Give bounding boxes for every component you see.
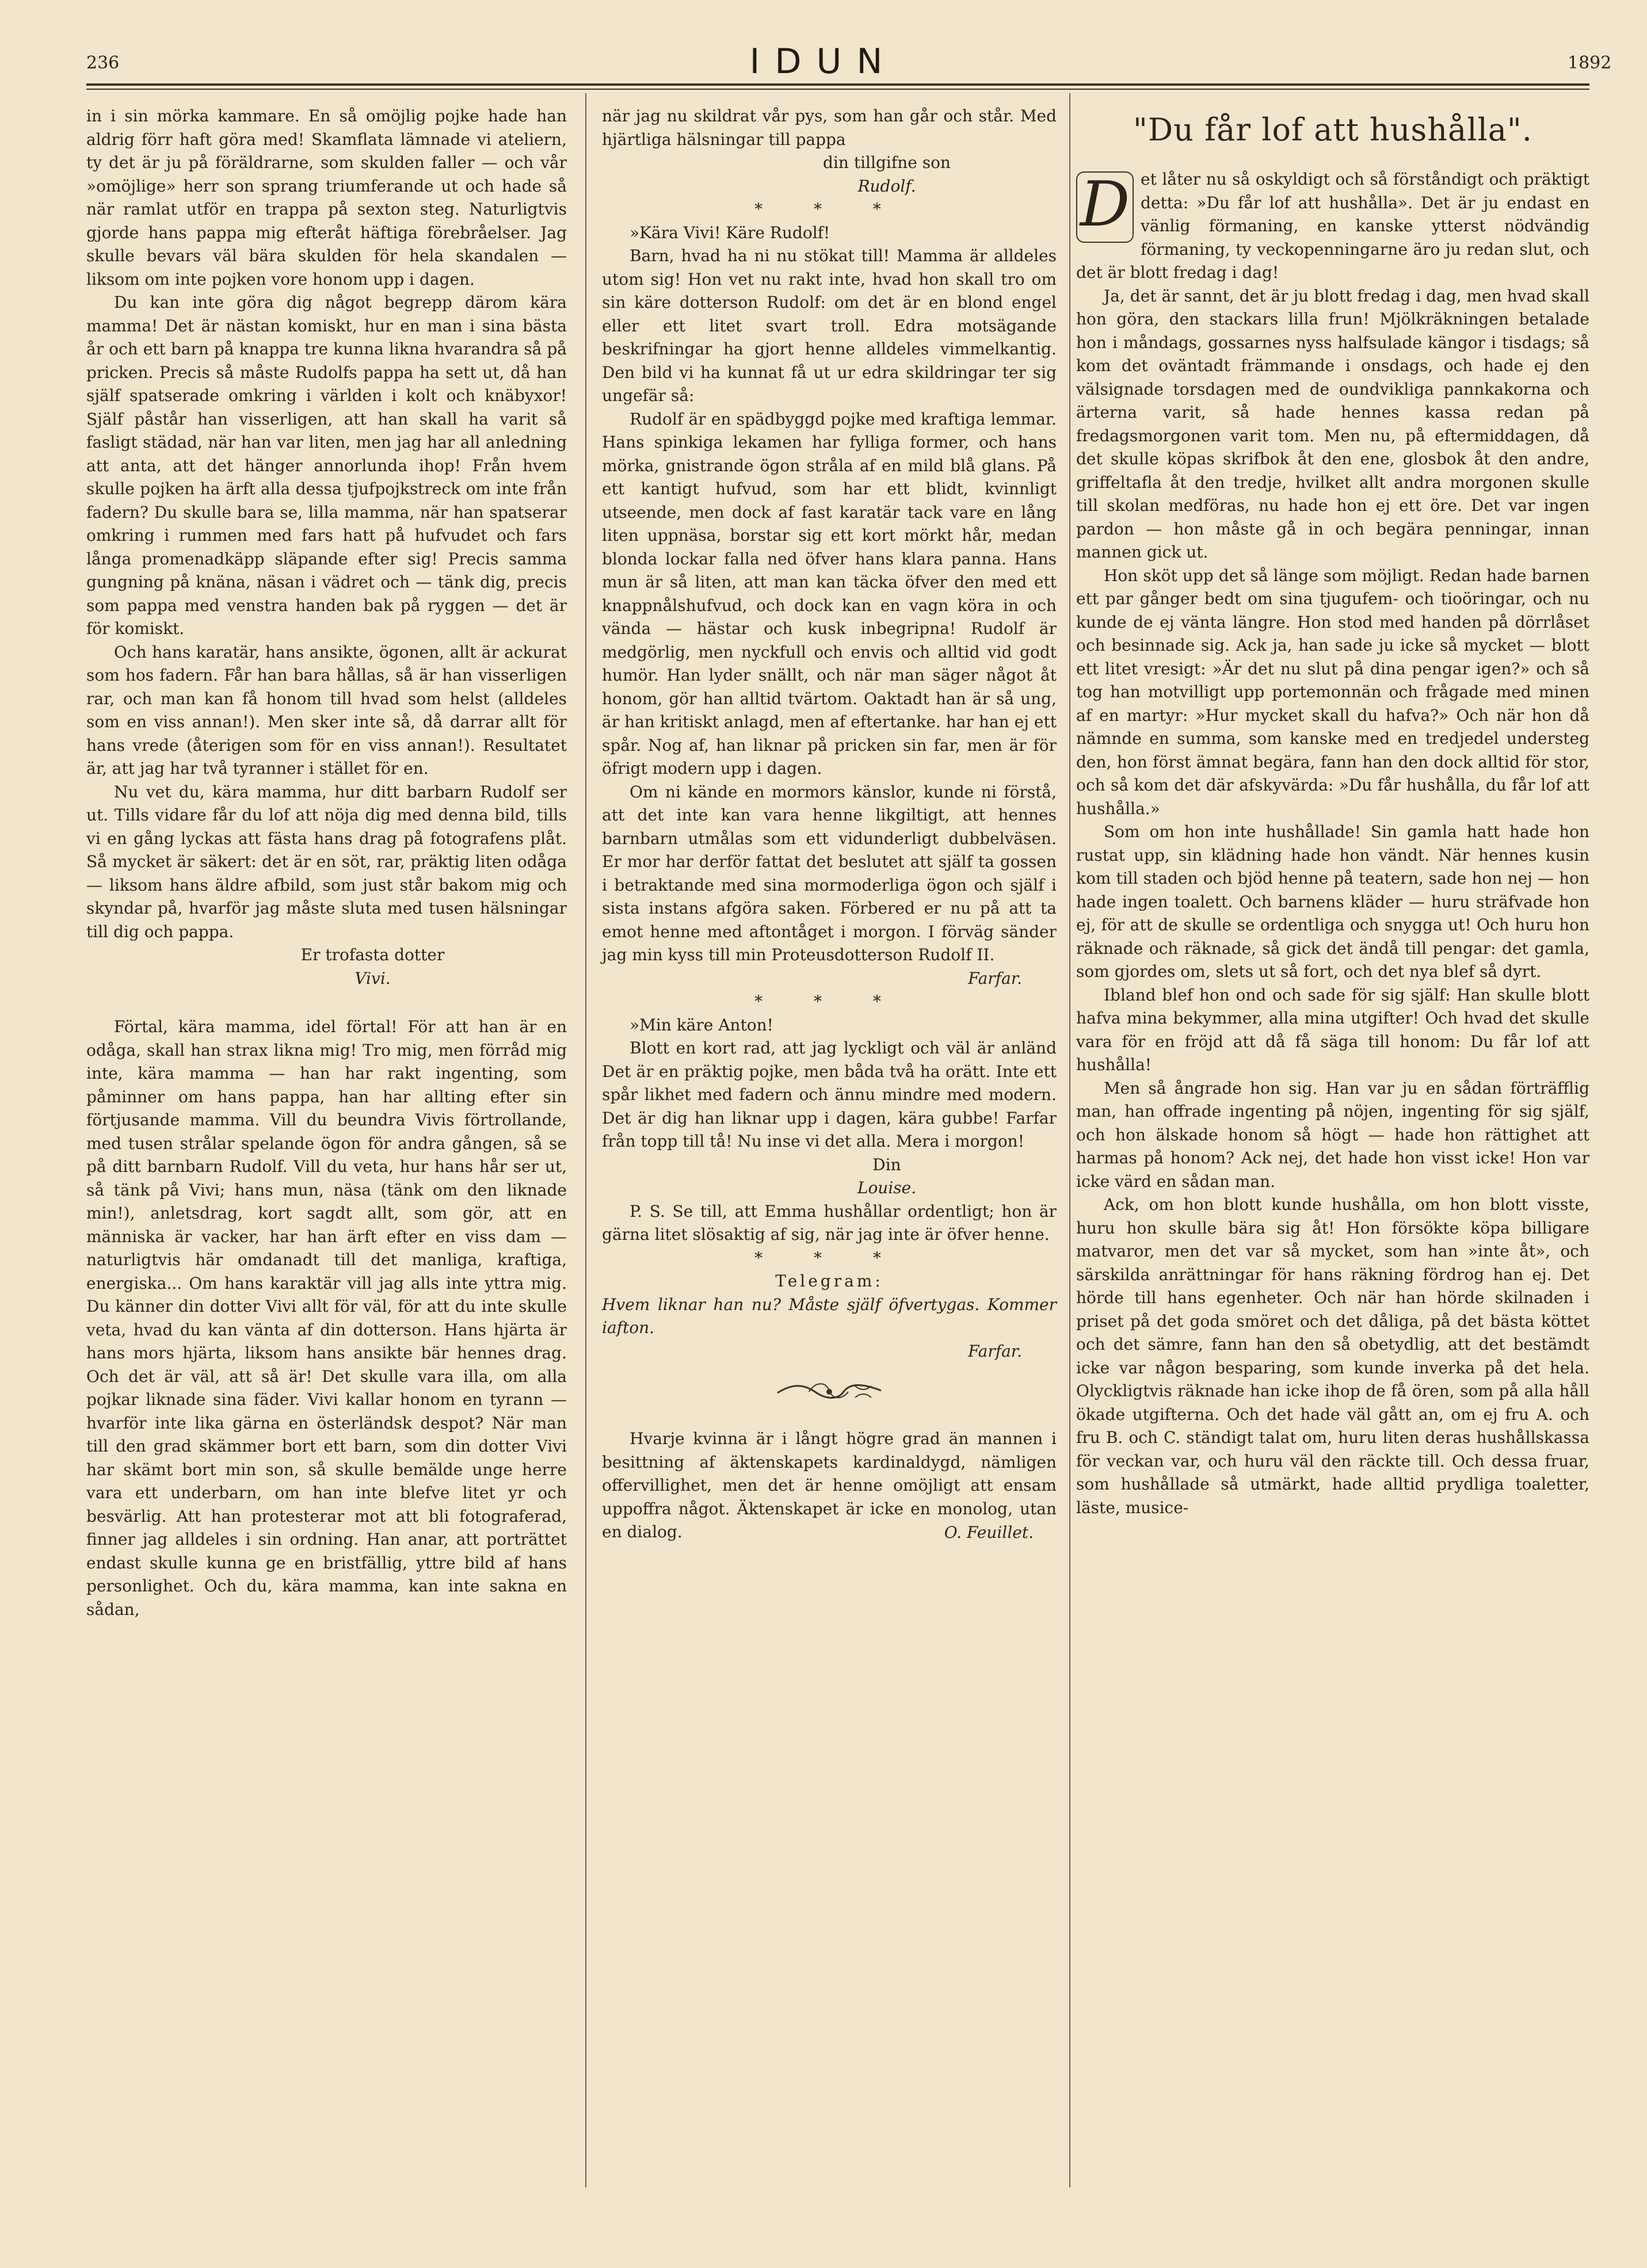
paragraph: P. S. Se till, att Emma hushållar ordentligt; hon är gärna litet slösaktig af sig, när jag inte är öfver henne. [602,1201,1057,1244]
telegram-text: Hvem liknar han nu? Måste själf öfvertygas. Kommer iafton. [602,1295,1057,1337]
section-stars: * * * [754,1248,904,1267]
paragraph: in i sin mörka kammare. En så omöjlig pojke hade han aldrig förr haft göra med! Skamflata lämnade vi ateliern, ty det är ju på föräldrarne, som skulden faller — och vår »omöjlige» herr son sprang triumferande ut och hade så när ramlat utför en trappa på sexton steg. Naturligtvis gjorde hans pappa mig efteråt häftiga förebråelser. Jag skulle bevars väl bära skulden för hela skandalen — liksom om inte pojken vore honom upp i dagen. [86,106,567,289]
article-title: "Du får lof att hushålla". [1133,112,1532,148]
signature-name: Farfar. [968,968,1022,988]
paragraph: Ibland blef hon ond och sade för sig själf: Han skulle blott hafva mina bekymmer, alla mina utgifter! Och hvad det skulle vara för en fröjd att då få säga till honom: Du får lof att hushålla! [1076,985,1589,1074]
signature-line: Er trofasta dotter [300,945,445,964]
masthead: IDUN [749,41,898,82]
paragraph: Hvarje kvinna är i långt högre grad än mannen i besittning af äktenskapets kardinaldygd, nämligen offervillighet, men det är henne omöjligt att ensam uppoffra något. Äktenskapet är icke en monolog, utan en dialog. [602,1429,1057,1541]
paragraph: Barn, hvad ha ni nu stökat till! Mamma är alldeles utom sig! Hon vet nu rakt inte, hvad hon skall tro om sin käre dotterson Rudolf: om det är en blond engel eller ett litet svart troll. Edra motsägande beskrifningar ha gjort henne alldeles vimmelkantig. Den bild vi ha kunnat få ut ur edra skildringar ter sig ungefär så: [602,246,1057,405]
signature-line: Din [872,1155,901,1174]
paragraph: när jag nu skildrat vår pys, som han går och står. Med hjärtliga hälsningar till pappa [602,106,1057,149]
paragraph: Du kan inte göra dig något begrepp därom kära mamma! Det är nästan komiskt, hur en man i sina bästa år och ett barn på knappa tre kunna likna hvarandra så på pricken. Precis så måste Rudolfs pappa ha sett ut, då han själf spatserade omkring i världen i kolt och knäbyxor! Själf påstår han visserligen, att han skall ha varit så fasligt städad, när han var liten, men jag har all anledning att anta, att det hänger annorlunda ihop! Från hvem skulle pojken ha ärft alla dessa tjufpojkstreck om inte från fadern? Du skulle bara se, lilla mamma, när han spatserar omkring i rummen med fars hatt på hufvudet och fars långa promenadkäpp släpande efter sig! Precis samma gungning på knäna, näsan i vädret och — tänk dig, precis som pappa med venstra handen bak på ryggen — det är för komiskt. [86,293,567,638]
paragraph: Ack, om hon blott kunde hushålla, om hon blott visste, huru hon skulle bära sig åt! Hon försökte köpa billigare matvaror, men det var så mycket, som han »inte åt», och särskilda anrättningar för hans räkning fördrog han ej. Det hörde till hans egenheter. Och när han hörde skilnaden i priset på det goda smöret och det dåliga, på det bästa köttet och det sämre, fann han den så obetydlig, att det bestämdt icke var någon besparing, som kunde inverka på det hela. Olyckligtvis räknade han icke ihop de få ören, som på alla håll ökade utgifterna. Och det hade väl gått an, om ej fru A. och fru B. och C. ständigt talat om, huru liten deras hushållskassa för veckan var, och huru väl den räckte till. Och dessa fruar, som hushållade så utmärkt, hade alltid prydliga toaletter, läste, musice- [1076,1195,1589,1517]
paragraph: et låter nu så oskyldigt och så förståndigt och präktigt detta: »Du får lof att hushålla». Det är ju endast en vänlig förmaning, en kanske ytterst nödvändig förmaning, ty veckopenningarne äro ju redan slut, och det är blott fredag i dag! [1076,170,1589,282]
signature-name: Farfar. [968,1341,1022,1361]
signature-line: din tillgifne son [823,153,951,172]
ornament-flourish-icon [775,1379,884,1404]
section-stars: * * * [754,992,904,1011]
drop-cap: D [1076,171,1134,243]
year: 1892 [1568,53,1612,73]
column-right [1076,105,1589,1519]
column-left [86,105,567,1621]
paragraph: Men så ångrade hon sig. Han var ju en sådan förträfflig man, han offrade ingenting på nöjen, ingenting för sig själf, och hon älskade honom så högt — hade hon rättighet att harmas på honom? Ack nej, det hade hon visst icke! Hon var icke värd en sådan man. [1076,1078,1589,1191]
paragraph: Nu vet du, kära mamma, hur ditt barbarn Rudolf ser ut. Tills vidare får du lof att nöja dig med denna bild, tills vi en gång lyckas att fästa hans drag på fotografens plåt. Så mycket är säkert: det är en söt, rar, präktig liten odåga — liksom hans äldre afbild, som just står bakom mig och skyndar på, hvarför jag måste sluta med tusen hälsningar till dig och pappa. [86,782,567,941]
quote-author: O. Feuillet. [944,1522,1034,1542]
paragraph: Om ni kände en mormors känslor, kunde ni förstå, att det inte kan vara henne likgiltigt, att hennes barnbarn utmålas som ett vidunderligt dubbelväsen. Er mor har derför fattat det beslutet att själf ta gossen i betraktande med sina mormoderliga ögon och själf i sista instans afgöra saken. Förbered er nu på att ta emot henne med aftontåget i morgon. I förväg sänder jag min kyss till min Proteusdotterson Rudolf II. [602,782,1057,964]
signature-name: Louise. [857,1178,917,1197]
paragraph: Ja, det är sannt, det är ju blott fredag i dag, men hvad skall hon göra, den stackars lilla frun! Mjölkräkningen betalade hon i måndags, gossarnes nyss halfsulade kängor i tisdags; så kom det oväntadt främmande i onsdags, och hade ej den välsignade torsdagen med de oundvikliga pannkakorna och ärterna varit, så hade hennes kassa redan på fredagsmorgonen varit tom. Men nu, på eftermiddagen, då det skulle köpas skrifbok åt den ene, glosbok åt den andre, griffeltafla åt den tredje, hvilket allt andra morgonen skulle till skolan medföras, nu hade hon ej ett öre. Det var ingen pardon — hon måste gå in och begära penningar, innan mannen gick ut. [1076,286,1589,562]
letter-salutation: »Kära Vivi! Käre Rudolf! [630,223,830,242]
signature-name: Rudolf. [857,176,916,196]
telegram-label: Telegram: [775,1272,883,1290]
header-rule-thin [86,89,1589,90]
paragraph: Blott en kort rad, att jag lyckligt och väl är anländ Det är en präktig pojke, men båda två ha orätt. Inte ett spår likhet med fadern och ännu mindre med modern. Det är dig han liknar upp i dagen, kära gubbe! Farfar från topp till tå! Nu inse vi det alla. Mera i morgon! [602,1038,1057,1151]
column-divider [585,93,586,2187]
page-number: 236 [86,53,120,73]
paragraph: Rudolf är en spädbyggd pojke med kraftiga lemmar. Hans spinkiga lekamen har fylliga former, och hans mörka, gnistrande ögon stråla af en mild blå glans. På ett kantigt hufvud, som har ett blidt, kvinnligt utseende, men dock af fast karatär tack vare en lång liten uppnäsa, borstar sig ett kort mörkt hår, medan blonda lockar falla ned öfver hans klara panna. Hans mun är så liten, att man kan täcka öfver den med ett knappnålshufvud, och dock kan en vagn köra in och vända — hästar och kusk inbegripna! Rudolf är medgörlig, men nyckfull och envis och alltid vid godt humör. Han lyder snällt, och när man säger något åt honom, gör han alltid tvärtom. Oaktadt han är så ung, är han kritiskt anlagd, men af eftertanke. har han ej ett spår. Nog af, han liknar på pricken sin far, men är för öfrigt modern upp i dagen. [602,409,1057,778]
section-stars: * * * [754,200,904,219]
header-rule [86,83,1589,86]
paragraph: Som om hon inte hushållade! Sin gamla hatt hade hon rustat upp, sin klädning hade hon vändt. När hennes kusin kom till staden och bjöd henne på teatern, sade hon nej — hon hade ingen toalett. Och barnens kläder — huru sträfvade hon ej, för att de skulle se ordentliga och snygga ut! Och huru hon räknade och räknade, så gick det ändå till pengar: det gamla, som gjordes om, slets ut så fort, och det nya blef så dyrt. [1076,822,1589,981]
signature-name: Vivi. [354,968,391,988]
paragraph: Förtal, kära mamma, idel förtal! För att han är en odåga, skall han strax likna mig! Tro mig, men förråd mig inte, kära mamma — han har rakt ingenting, som påminner om hans pappa, han har allting efter sin förtjusande mamma. Vill du beundra Vivis förtrollande, med tusen strålar spelande ögon för andra gången, så se på ditt barnbarn Rudolf. Vill du veta, hur hans hår ser ut, så tänk på Vivi; hans mun, näsa (tänk om den liknade min!), anletsdrag, kort sagdt allt, som gör, att en människa är vacker, har han ärft efter en viss dam — naturligtvis här omdanadt till det manliga, kraftiga, energiska... Om hans karaktär vill jag alls inte yttra mig. Du känner din dotter Vivi allt för väl, för att du inte skulle veta, hvad du kan vänta af din dotterson. Hans hjärta är hans mors hjärta, liksom hans ansikte bär hennes drag. Och det är väl, att så är! Det skulle vara illa, om alla pojkar liknade sina fäder. Vivi kallar honom en tyrann — hvarför inte lika gärna en österländsk despot? När man till den grad skämmer bort ett barn, som din dotter Vivi har skämt bort min son, så skulle bemälde unge herre vara ett underbarn, om han inte blefve litet yr och besvärlig. Att han protesterar mot att bli fotograferad, finner jag alldeles i sin ordning. Han anar, att porträttet endast skulle kunna ge en bristfällig, yttre bild af hans personlighet. Och du, kära mamma, kan inte sakna en sådan, [86,1017,567,1619]
letter-salutation: »Min käre Anton! [630,1015,773,1034]
paragraph: Och hans karatär, hans ansikte, ögonen, allt är ackurat som hos fadern. Får han bara hållas, så är han visserligen rar, och man kan få honom till hvad som helst (alldeles som en viss annan!). Men sker inte så, då darrar allt för hans vrede (återigen som för en viss annan!). Resultatet är, att jag har två tyranner i stället för en. [86,642,567,778]
column-divider [1069,93,1070,2187]
paragraph: Hon sköt upp det så länge som möjligt. Redan hade barnen ett par gånger bedt om sina tjugufem- och tioöringar, och nu kunde de ej vänta längre. Hon stod med handen på dörrlåset och besinnade sig. Ack ja, han sade ju icke så mycket — blott ett litet vresigt: »Är det nu slut på dina pengar igen?» och så tog han motvilligt upp portemonnän och frågade med minen af en martyr: »Hur mycket skall du hafva?» Och när hon då nämnde en summa, som kanske med en tredjedel understeg den, hon först ämnat begära, fann han den dock alltid för stor, och så kom det där afskyvärda: »Du får hushålla, du får lof att hushålla.» [1076,566,1589,818]
column-middle [602,105,1057,1544]
